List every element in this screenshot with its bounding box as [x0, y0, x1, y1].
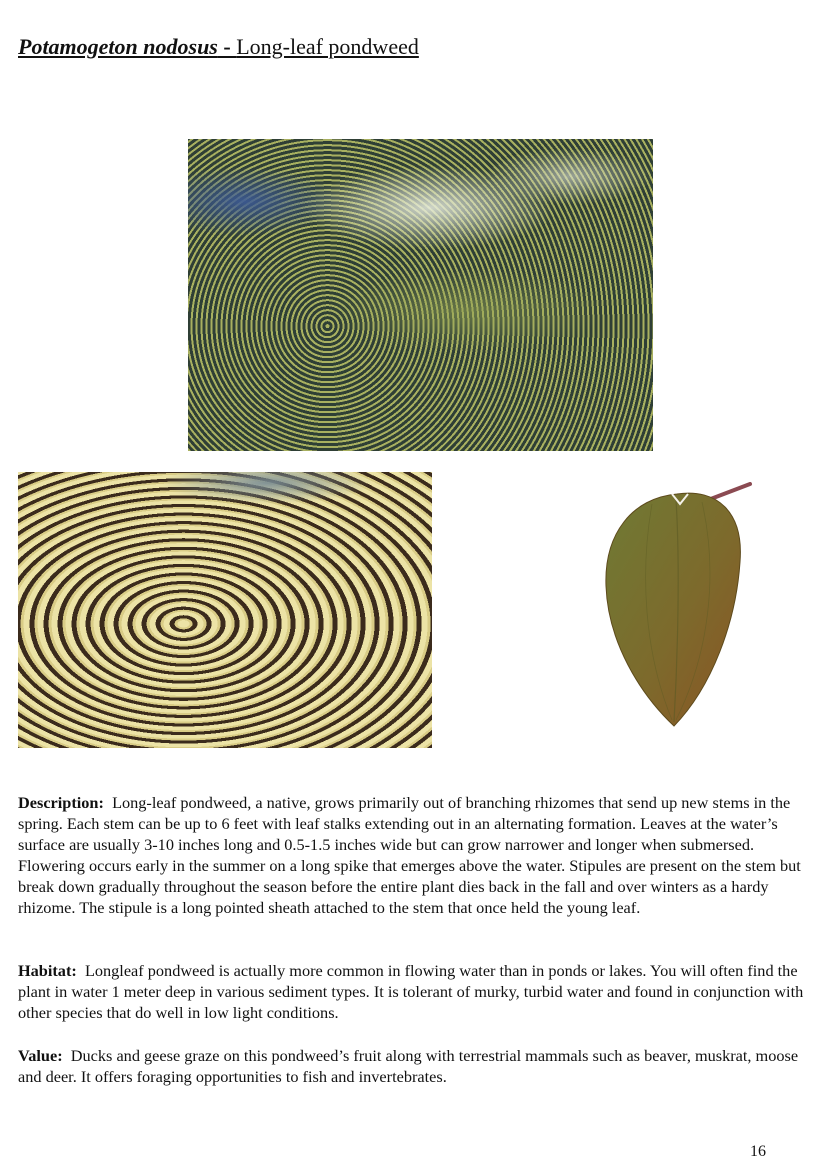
description-label: Description: — [18, 793, 104, 812]
habitat-text: Longleaf pondweed is actually more common in flowing water than in ponds or lakes. You will often find the plant in water 1 meter deep in various sediment types. It is tolerant of murky, turbid water and found in conjunction with other species that do well in low light conditions. — [18, 961, 804, 1022]
title-separator: - — [217, 34, 237, 59]
value-paragraph — [18, 1046, 818, 1088]
pond-surface-photo — [188, 139, 653, 451]
floating-leaves-photo — [18, 472, 432, 748]
leaf-illustration — [512, 482, 824, 747]
scientific-name: Potamogeton nodosus — [18, 34, 218, 59]
single-leaf-photo — [512, 482, 824, 747]
page-number: 16 — [750, 1143, 766, 1160]
habitat-paragraph — [18, 961, 818, 1024]
habitat-label: Habitat: — [18, 961, 77, 980]
page-title — [18, 34, 419, 60]
value-label: Value: — [18, 1046, 63, 1065]
description-text: Long-leaf pondweed, a native, grows primarily out of branching rhizomes that send up new stems in the spring. Each stem can be up to 6 feet with leaf stalks extending out in an alternating formation. Leaves at the water’s surface are usually 3-10 inches long and 0.5-1.5 inches wide but can grow narrower and longer when submersed. Flowering occurs early in the summer on a long spike that emerges above the water. Stipules are present on the stem but break down gradually throughout the season before the entire plant dies back in the fall and over winters as a hardy rhizome. The stipule is a long pointed sheath attached to the stem that once held the young leaf. — [18, 793, 801, 917]
common-name: Long-leaf pondweed — [236, 34, 419, 59]
description-paragraph — [18, 793, 818, 918]
value-text: Ducks and geese graze on this pondweed’s fruit along with terrestrial mammals such as beaver, muskrat, moose and deer. It offers foraging opportunities to fish and invertebrates. — [18, 1046, 799, 1086]
